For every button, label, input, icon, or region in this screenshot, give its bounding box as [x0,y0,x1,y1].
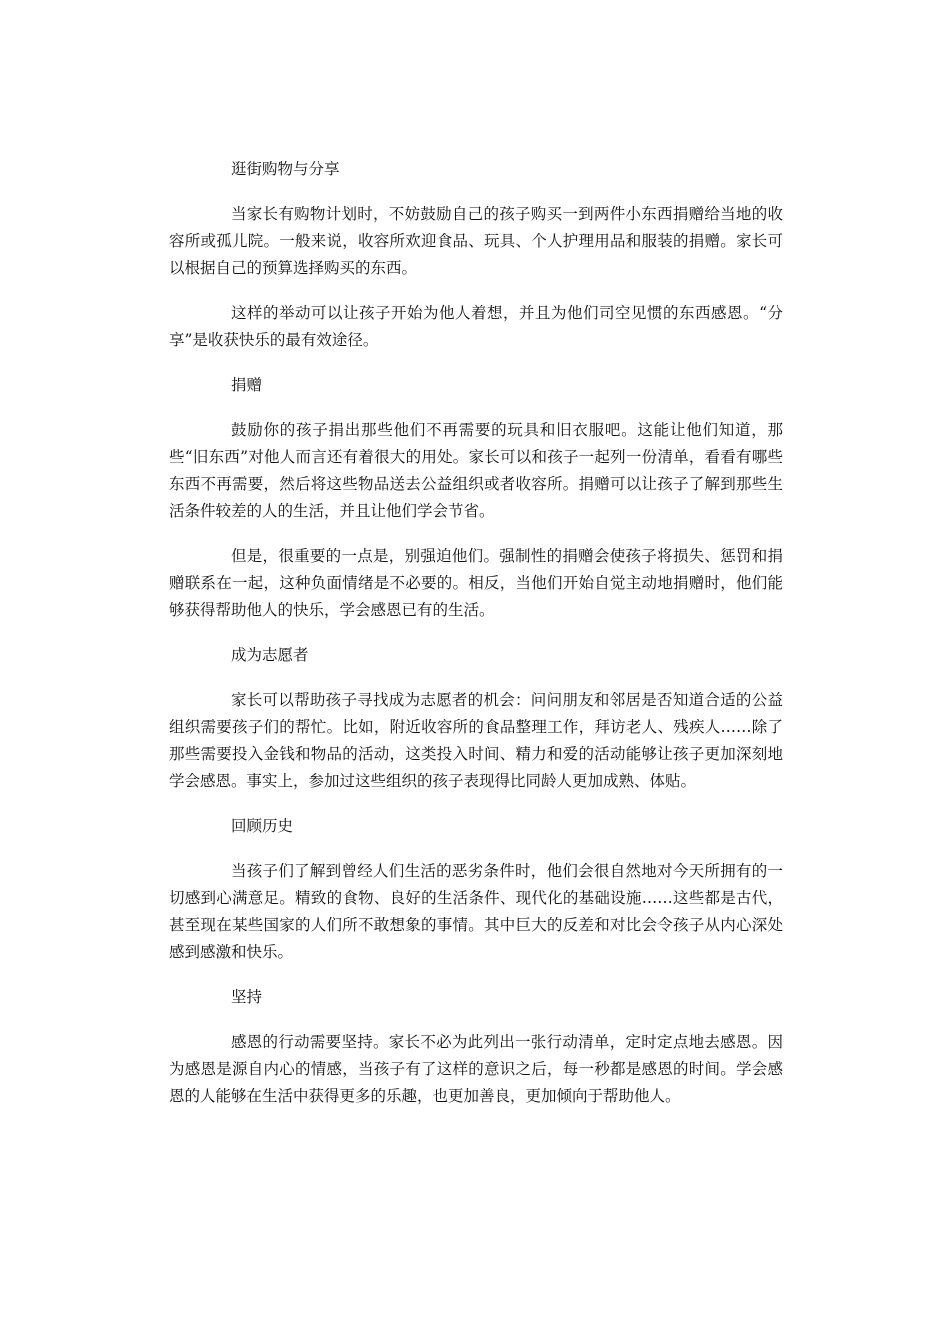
section-heading: 成为志愿者 [231,646,309,664]
section-heading: 坚持 [231,988,263,1006]
paragraph: 当家长有购物计划时，不妨鼓励自己的孩子购买一到两件小东西捐赠给当地的收容所或孤儿院。一般来说，收容所欢迎食品、玩具、个人护理用品和服装的捐赠。家长可以根据自己的预算选择购买的东西。 [169,205,783,277]
section-heading: 逛街购物与分享 [231,160,340,178]
paragraph: 这样的举动可以让孩子开始为他人着想，并且为他们司空见惯的东西感恩。“分享”是收获快乐的最有效途径。 [169,304,783,349]
paragraph: 家长可以帮助孩子寻找成为志愿者的机会：问问朋友和邻居是否知道合适的公益组织需要孩子们的帮忙。比如，附近收容所的食品整理工作，拜访老人、残疾人……除了那些需要投入金钱和物品的活动，这类投入时间、精力和爱的活动能够让孩子更加深刻地学会感恩。事实上，参加过这些组织的孩子表现得比同龄人更加成熟、体贴。 [169,691,783,790]
paragraph: 鼓励你的孩子捐出那些他们不再需要的玩具和旧衣服吧。这能让他们知道，那些“旧东西”对他人而言还有着很大的用处。家长可以和孩子一起列一份清单，看看有哪些东西不再需要，然后将这些物品送去公益组织或者收容所。捐赠可以让孩子了解到那些生活条件较差的人的生活，并且让他们学会节省。 [169,421,783,520]
section-heading: 捐赠 [231,376,263,394]
paragraph: 但是，很重要的一点是，别强迫他们。强制性的捐赠会使孩子将损失、惩罚和捐赠联系在一起，这种负面情绪是不必要的。相反，当他们开始自觉主动地捐赠时，他们能够获得帮助他人的快乐，学会感恩已有的生活。 [169,547,783,619]
section-heading: 回顾历史 [231,817,294,835]
paragraph: 当孩子们了解到曾经人们生活的恶劣条件时，他们会很自然地对今天所拥有的一切感到心满意足。精致的食物、良好的生活条件、现代化的基础设施……这些都是古代，甚至现在某些国家的人们所不敢想象的事情。其中巨大的反差和对比会令孩子从内心深处感到感激和快乐。 [169,862,783,961]
document-body [169,156,783,1128]
paragraph: 感恩的行动需要坚持。家长不必为此列出一张行动清单，定时定点地去感恩。因为感恩是源自内心的情感，当孩子有了这样的意识之后，每一秒都是感恩的时间。学会感恩的人能够在生活中获得更多的乐趣，也更加善良，更加倾向于帮助他人。 [169,1033,783,1105]
